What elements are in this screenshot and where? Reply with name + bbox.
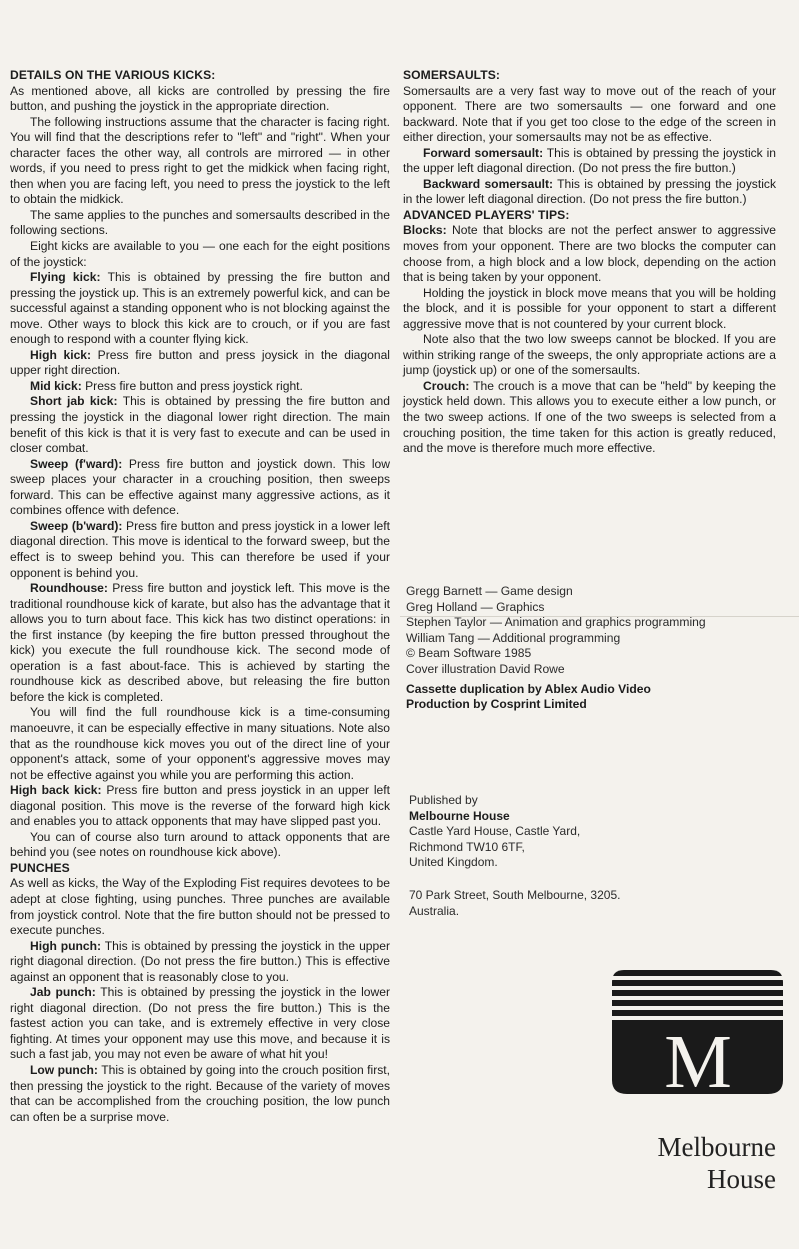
low-punch-entry bbox=[10, 1063, 390, 1125]
kicks-paragraph: Eight kicks are available to you — one each for the eight positions of the joystick: bbox=[10, 239, 390, 269]
sweep-backward-text: Press fire button and press joystick in a lower left diagonal direction. This move is identical to the forward sweep, but the effect is to sweep behind you. This can therefore be used if your opponent is behind you. bbox=[10, 518, 390, 580]
turn-around-paragraph: You can of course also turn around to attack opponents that are behind you (see notes on roundhouse kick above). bbox=[10, 829, 390, 860]
high-back-kick-entry bbox=[10, 783, 390, 830]
address-line: Richmond TW10 6TF, bbox=[409, 839, 525, 854]
flying-kick-term: Flying kick: bbox=[30, 270, 101, 285]
backward-somersault-entry bbox=[403, 177, 776, 208]
forward-somersault-text: This is obtained by pressing the joystick in the upper left diagonal direction. (Do not press the fire button.) bbox=[403, 145, 776, 176]
short-jab-kick-entry bbox=[10, 394, 390, 456]
blocks-entry bbox=[403, 223, 776, 285]
mid-kick-term: Mid kick: bbox=[30, 378, 82, 393]
high-kick-text: Press fire button and press joysick in the diagonal upper right direction. bbox=[10, 347, 390, 378]
short-jab-kick-text: This is obtained by pressing the fire button and pressing the joystick in the diagonal lower right direction. The main benefit of this kick is that it is very fast to execute and can be used in closer combat. bbox=[10, 394, 391, 456]
forward-somersault-term: Forward somersault: bbox=[423, 145, 544, 160]
logo-letter: M bbox=[664, 1020, 732, 1096]
kicks-paragraph: The following instructions assume that the character is facing right. You will find that the descriptions refer to "left" and "right". When your character faces the other way, all controls are mirrored — in other words, if you need to press right to get the midkick when facing right, then when you are facing left, you need to press the joystick to the left to obtain the midkick. bbox=[10, 114, 390, 207]
somersaults-intro: Somersaults are a very fast way to move out of the reach of your opponent. There are two somersaults — one forward and one backward. Note that if you get too close to the edge of the screen in either direction, your somersaults may not be as effective. bbox=[403, 83, 776, 145]
backward-somersault-term: Backward somersault: bbox=[423, 176, 554, 191]
jab-punch-text: This is obtained by pressing the joystick in the lower right diagonal direction. (Do not press the fire button.) This is the fastest action you can take, and is extremely effective in very close fighting. At times your opponent may use this move, and because it is such a fast jab, you may not even be aware of what hit you! bbox=[10, 985, 390, 1062]
credit-line: William Tang — Additional programming bbox=[406, 630, 621, 645]
cassette-credit: Cassette duplication by Ablex Audio Video bbox=[406, 681, 651, 696]
short-jab-kick-term: Short jab kick: bbox=[30, 394, 118, 409]
flying-kick-text: This is obtained by pressing the fire button and pressing the joystick up. This is an extremely powerful kick, and can be successful against a standing opponent who is not blocking against the move. Other ways to block this kick are to crouch, or if you are fast enough to respond with a counter flying kick. bbox=[10, 270, 390, 347]
crouch-term: Crouch: bbox=[423, 378, 470, 393]
sweep-forward-text: Press fire button and joystick down. This low sweep places your character in a crouching position, then sweeps forward. This can be effective against many aggressive actions, as it combines offence with defence. bbox=[10, 456, 391, 518]
roundhouse-entry bbox=[10, 581, 390, 705]
high-punch-text: This is obtained by pressing the joystick in the upper right diagonal direction. (Do not press the fire button.) This is effective against an opponent that is reasonably close to you. bbox=[10, 938, 390, 984]
kicks-paragraph: The same applies to the punches and somersaults described in the following sections. bbox=[10, 207, 390, 238]
roundhouse-paragraph: You will find the full roundhouse kick is a time-consuming manoeuvre, it can be especially effective in many situations. Note also that as the roundhouse kick moves you out of the direct line of your opponent's attack, some of your opponent's aggressive moves may not be effective against you while you are performing this action. bbox=[10, 705, 390, 782]
roundhouse-term: Roundhouse: bbox=[30, 581, 108, 596]
high-punch-entry bbox=[10, 939, 390, 986]
address-line: United Kingdom. bbox=[409, 855, 498, 870]
brand-line: House bbox=[707, 1164, 776, 1194]
brand-wordmark bbox=[596, 1131, 776, 1195]
address-line: 70 Park Street, South Melbourne, 3205. bbox=[409, 887, 621, 902]
sweep-backward-term: Sweep (b'ward): bbox=[30, 518, 123, 533]
left-column bbox=[10, 68, 390, 1125]
forward-somersault-entry bbox=[403, 146, 776, 177]
sweep-backward-entry bbox=[10, 519, 390, 581]
blocks-text: Note that blocks are not the perfect answer to aggressive moves from your opponent. There are two blocks the computer can choose from, a high block and a low block, depending on the action that is being taken by your opponent. bbox=[403, 223, 776, 285]
punches-heading: PUNCHES bbox=[10, 860, 70, 875]
jab-punch-term: Jab punch: bbox=[30, 985, 96, 1000]
sweep-forward-entry bbox=[10, 457, 390, 519]
backward-somersault-text: This is obtained by pressing the joystick in the lower left diagonal direction. (Do not press the fire button.) bbox=[403, 176, 776, 207]
mid-kick-entry bbox=[10, 379, 390, 395]
sweep-forward-term: Sweep (f'ward): bbox=[30, 456, 123, 471]
punches-intro: As well as kicks, the Way of the Exploding Fist requires devotees to be adept at close fighting, using punches. Three punches are available from joystick control. Note that the fire button should not be pressed to execute punches. bbox=[10, 876, 390, 938]
kicks-intro: As mentioned above, all kicks are controlled by pressing the fire button, and pushing the joystick in the appropriate direction. bbox=[10, 83, 390, 114]
credit-line: Cover illustration David Rowe bbox=[406, 661, 565, 676]
tips-heading: ADVANCED PLAYERS' TIPS: bbox=[403, 207, 570, 222]
high-kick-entry bbox=[10, 348, 390, 379]
brand-line: Melbourne bbox=[657, 1132, 776, 1162]
jab-punch-entry bbox=[10, 985, 390, 1063]
melbourne-house-logo bbox=[610, 968, 785, 1096]
blocks-paragraph: Note also that the two low sweeps cannot be blocked. If you are within striking range of the sweeps, the only appropriate actions are a jump (joystick up) or one of the somersaults. bbox=[403, 332, 776, 378]
credits-block bbox=[406, 584, 786, 713]
production-credit: Production by Cosprint Limited bbox=[406, 697, 587, 712]
blocks-paragraph: Holding the joystick in block move means that you will be holding the block, and it is possible for your opponent to start a different aggressive move that is not countered by your current block. bbox=[403, 285, 776, 331]
address-line: Castle Yard House, Castle Yard, bbox=[409, 824, 581, 839]
high-punch-term: High punch: bbox=[30, 938, 102, 953]
publisher-block bbox=[409, 793, 769, 919]
flying-kick-entry bbox=[10, 270, 390, 348]
published-by-label: Published by bbox=[409, 793, 478, 807]
high-back-kick-text: Press fire button and press joystick in an upper left diagonal position. This move is the reverse of the forward high kick and enables you to attack opponents that may have slipped past you. bbox=[10, 783, 390, 829]
logo-icon bbox=[610, 968, 785, 1096]
somersaults-heading: SOMERSAULTS: bbox=[403, 68, 501, 82]
address-line: Australia. bbox=[409, 903, 460, 918]
right-column bbox=[403, 68, 776, 457]
high-back-kick-term: High back kick: bbox=[10, 783, 102, 798]
crouch-text: The crouch is a move that can be "held" by keeping the joystick held down. This allows you to execute either a low punch, or the two sweep actions. If one of the two sweeps is selected from a crouching position, the time taken for this action is greatly reduced, and the move is therefore much more effective. bbox=[403, 378, 776, 456]
kicks-heading: DETAILS ON THE VARIOUS KICKS: bbox=[10, 68, 216, 82]
roundhouse-text: Press fire button and joystick left. This move is the traditional roundhouse kick of karate, but also has the advantage that it allows you to turn about face. This kick has two distinct operations: in the first instance (by keeping the fire button pressed throughout the kick) you execute the full roundhouse kick. The second mode of operation is a fast about-face. This is achieved by starting the roundhouse kick as described above, but releasing the fire button before the kick is completed. bbox=[10, 581, 390, 704]
publisher-name: Melbourne House bbox=[409, 808, 510, 823]
credit-line: Stephen Taylor — Animation and graphics programming bbox=[406, 615, 706, 630]
low-punch-text: This is obtained by going into the crouch position first, then pressing the joystick to the right. Because of the variety of moves that can be accomplished from the crouching position, the low punch can often be a surprise move. bbox=[10, 1063, 390, 1124]
copyright-line: © Beam Software 1985 bbox=[406, 646, 532, 661]
mid-kick-text: Press fire button and press joystick right. bbox=[81, 378, 303, 393]
blocks-term: Blocks: bbox=[403, 223, 447, 238]
high-kick-term: High kick: bbox=[30, 347, 92, 362]
credit-line: Greg Holland — Graphics bbox=[406, 599, 545, 614]
credit-line: Gregg Barnett — Game design bbox=[406, 584, 573, 598]
crouch-entry bbox=[403, 379, 776, 457]
low-punch-term: Low punch: bbox=[30, 1063, 98, 1077]
